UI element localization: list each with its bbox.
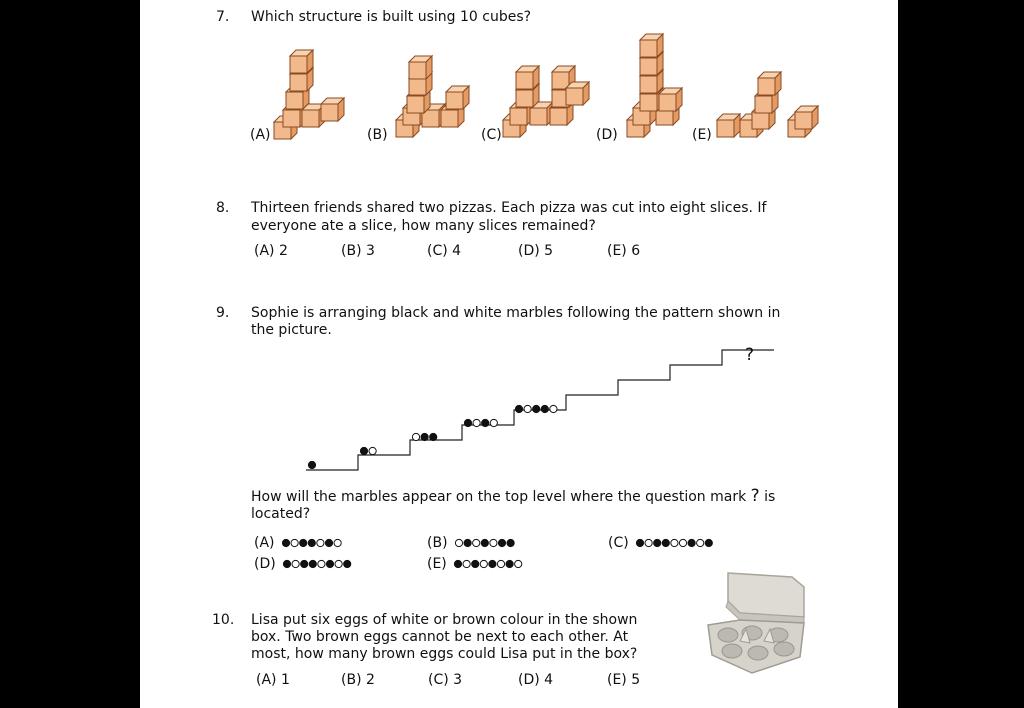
white-marble xyxy=(316,539,323,546)
black-marble xyxy=(662,539,669,546)
black-marble xyxy=(489,560,496,567)
cube xyxy=(758,72,781,95)
q8-option-b[interactable]: (B) 3 xyxy=(341,243,375,259)
black-marble xyxy=(360,447,367,454)
white-marble xyxy=(679,539,686,546)
q10-option-d[interactable]: (D) 4 xyxy=(518,672,554,688)
cube xyxy=(409,56,432,79)
q10-question-line1: Lisa put six eggs of white or brown colour in the shown xyxy=(251,612,638,628)
white-marble xyxy=(497,560,504,567)
q9-followup-is: is xyxy=(764,489,776,505)
cube xyxy=(516,66,539,89)
black-marble xyxy=(515,405,522,412)
black-marble xyxy=(464,539,471,546)
q9-option-a[interactable] xyxy=(254,535,361,552)
q9-option-e-label: (E) xyxy=(427,556,447,572)
staircase-marbles xyxy=(308,405,557,468)
q9-option-b-label: (B) xyxy=(427,535,448,551)
cube xyxy=(795,106,818,129)
q9-option-d-label: (D) xyxy=(254,556,276,572)
staircase-question-mark: ? xyxy=(745,345,755,365)
q9-option-e-marbles xyxy=(453,558,543,570)
q8-option-e[interactable]: (E) 6 xyxy=(607,243,641,259)
cube xyxy=(321,98,344,121)
q9-option-c-label: (C) xyxy=(608,535,629,551)
black-marble xyxy=(308,461,315,468)
cube-structures-figure xyxy=(0,0,1024,160)
white-marble xyxy=(671,539,678,546)
black-marble xyxy=(533,405,540,412)
white-marble xyxy=(550,405,557,412)
white-marble xyxy=(455,539,462,546)
white-marble xyxy=(334,539,341,546)
q8-option-a[interactable]: (A) 2 xyxy=(254,243,288,259)
q9-followup-line2: located? xyxy=(251,506,311,522)
white-marble xyxy=(645,539,652,546)
q7-option-a-label[interactable]: (A) xyxy=(250,127,271,143)
q9-followup-line1 xyxy=(251,488,775,506)
black-marble xyxy=(309,560,316,567)
q7-question-text: Which structure is built using 10 cubes? xyxy=(251,9,532,25)
q9-question-line2: the picture. xyxy=(251,322,332,338)
black-marble xyxy=(541,405,548,412)
q8-option-c[interactable]: (C) 4 xyxy=(427,243,462,259)
white-marble xyxy=(472,539,479,546)
q7-option-b-label[interactable]: (B) xyxy=(367,127,388,143)
q10-option-c[interactable]: (C) 3 xyxy=(428,672,463,688)
black-marble xyxy=(688,539,695,546)
white-marble xyxy=(489,539,496,546)
q10-question-line2: box. Two brown eggs cannot be next to each other. At xyxy=(251,629,629,645)
cube xyxy=(446,86,469,109)
q9-option-d[interactable] xyxy=(254,556,372,573)
q8-question-line1: Thirteen friends shared two pizzas. Each pizza was cut into eight slices. If xyxy=(251,200,767,216)
q9-option-b-marbles xyxy=(454,537,534,549)
white-marble xyxy=(318,560,325,567)
q8-question-line2: everyone ate a slice, how many slices remained? xyxy=(251,218,596,234)
q9-option-e[interactable] xyxy=(427,556,543,573)
q10-option-b[interactable]: (B) 2 xyxy=(341,672,375,688)
egg-carton-image xyxy=(700,565,815,680)
black-marble xyxy=(471,560,478,567)
black-marble xyxy=(326,560,333,567)
cube xyxy=(717,114,740,137)
white-marble xyxy=(292,560,299,567)
black-marble xyxy=(454,560,461,567)
white-marble xyxy=(524,405,531,412)
q7-option-c-label[interactable]: (C) xyxy=(481,127,502,143)
black-marble xyxy=(299,539,306,546)
marble-staircase-figure xyxy=(0,330,1024,480)
q7-option-e-label[interactable]: (E) xyxy=(692,127,712,143)
q10-option-e[interactable]: (E) 5 xyxy=(607,672,641,688)
q9-option-d-marbles xyxy=(282,558,372,570)
q9-followup-question-mark: ? xyxy=(750,486,760,506)
black-marble xyxy=(421,433,428,440)
white-marble xyxy=(412,433,419,440)
black-marble xyxy=(325,539,332,546)
cube xyxy=(290,50,313,73)
q10-option-a[interactable]: (A) 1 xyxy=(256,672,290,688)
black-marble xyxy=(343,560,350,567)
q9-option-a-label: (A) xyxy=(254,535,275,551)
white-marble xyxy=(490,419,497,426)
q9-option-b[interactable] xyxy=(427,535,534,552)
white-marble xyxy=(463,560,470,567)
q9-option-c[interactable] xyxy=(608,535,735,552)
black-marble xyxy=(308,539,315,546)
black-marble xyxy=(430,433,437,440)
white-marble xyxy=(514,560,521,567)
black-marble xyxy=(506,560,513,567)
q9-followup-text: How will the marbles appear on the top level where the question mark xyxy=(251,489,747,505)
q9-number: 9. xyxy=(216,305,230,321)
black-marble xyxy=(507,539,514,546)
q9-question-line1: Sophie is arranging black and white marbles following the pattern shown in xyxy=(251,305,781,321)
q8-number: 8. xyxy=(216,200,230,216)
black-marble xyxy=(498,539,505,546)
q7-option-d-label[interactable]: (D) xyxy=(596,127,618,143)
black-marble xyxy=(283,560,290,567)
white-marble xyxy=(291,539,298,546)
q10-number: 10. xyxy=(212,612,235,628)
black-marble xyxy=(282,539,289,546)
q9-option-a-marbles xyxy=(281,537,361,549)
black-marble xyxy=(481,539,488,546)
black-marble xyxy=(636,539,643,546)
white-marble xyxy=(369,447,376,454)
black-marble xyxy=(653,539,660,546)
black-marble xyxy=(300,560,307,567)
q7-number: 7. xyxy=(216,9,230,25)
cube xyxy=(659,88,682,111)
black-marble xyxy=(705,539,712,546)
q10-question-line3: most, how many brown eggs could Lisa put in the box? xyxy=(251,646,638,662)
white-marble xyxy=(335,560,342,567)
cube xyxy=(640,34,663,57)
white-marble xyxy=(696,539,703,546)
q8-option-d[interactable]: (D) 5 xyxy=(518,243,554,259)
white-marble xyxy=(473,419,480,426)
carton-lid xyxy=(728,573,804,617)
q9-option-c-marbles xyxy=(635,537,735,549)
white-marble xyxy=(480,560,487,567)
black-marble xyxy=(482,419,489,426)
black-marble xyxy=(464,419,471,426)
cube xyxy=(566,82,589,105)
